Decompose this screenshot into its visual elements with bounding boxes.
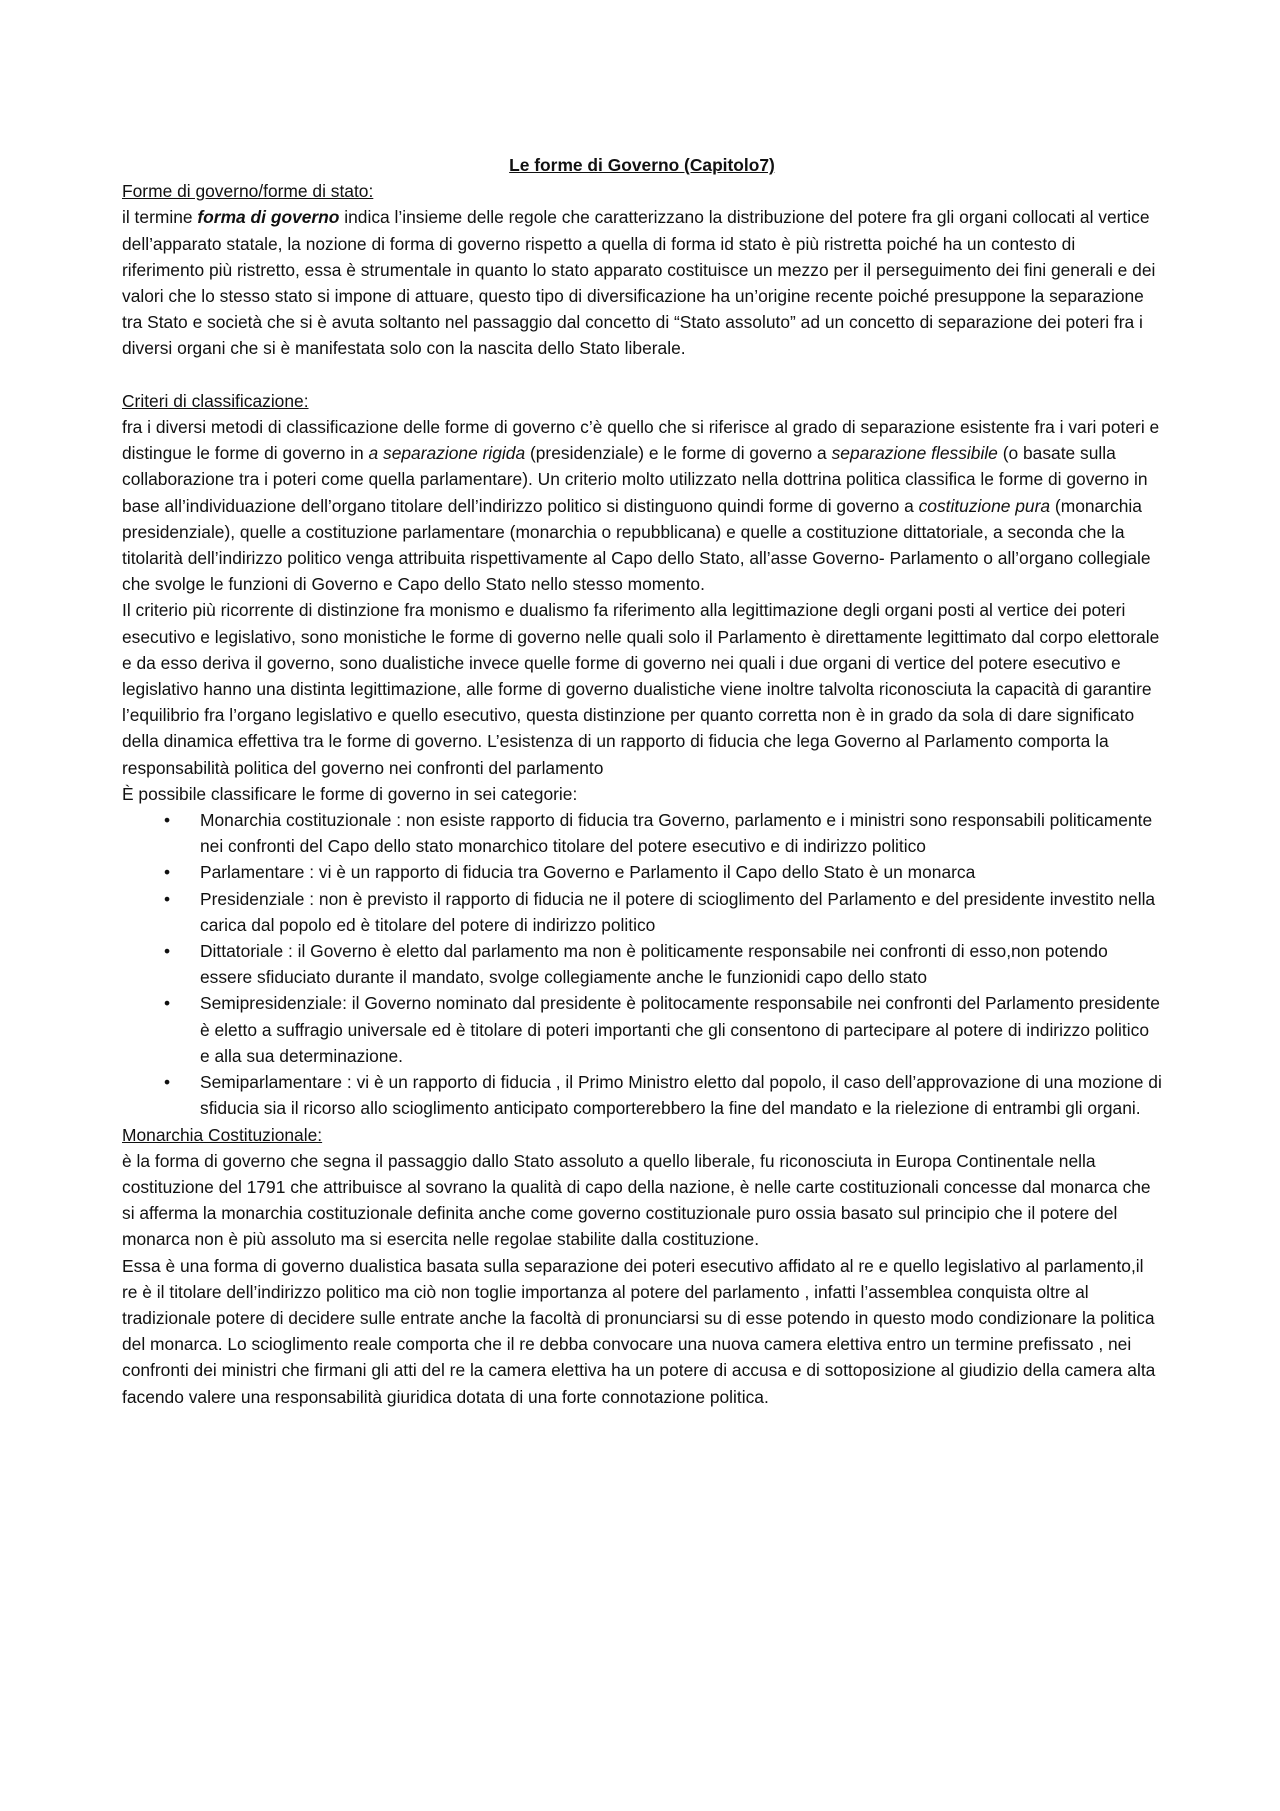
list-item bbox=[122, 886, 1162, 938]
italic-term: a separazione rigida bbox=[368, 443, 526, 464]
paragraph-monarchia-2: Essa è una forma di governo dualistica basata sulla separazione dei poteri esecutivo affidato al re e quello legislativo al parlamento,il re è il titolare dell’indirizzo politico ma ciò non toglie importanza al potere del parlamento , infatti l’assemblea conquista oltre al tradizionale potere di decidere sulle entrate anche la facoltà di pronunciarsi su di esse potendo in questo modo condizionare la politica del monarca. Lo scioglimento reale comporta che il re debba convocare una nuova camera elettiva entro un termine prefissato , nei confronti dei ministri che firmani gli atti del re la camera elettiva ha un potere di accusa e di sottoposizione al giudizio della camera alta facendo valere una responsabilità giuridica dotata di una forte connotazione politica. bbox=[122, 1255, 1156, 1407]
list-item-text: Monarchia costituzionale : non esiste rapporto di fiducia tra Governo, parlamento e i ministri sono responsabili politicamente nei confronti del Capo dello stato monarchico titolare del potere esecutivo e di indirizzo politico bbox=[200, 810, 1153, 857]
bullet-dot: • bbox=[164, 862, 171, 883]
bullet-list-categorie bbox=[122, 807, 1162, 1121]
paragraph-text: fra i diversi metodi di classificazione delle forme di governo c’è quello che si riferisce al grado di separazione esistente fra i vari poteri e distingue le forme di governo in bbox=[122, 417, 1160, 464]
paragraph-text: il termine bbox=[122, 207, 198, 228]
paragraph-monismo-dualismo: Il criterio più ricorrente di distinzione fra monismo e dualismo fa riferimento alla legittimazione degli organi posti al vertice dei poteri esecutivo e legislativo, sono monistiche le forme di governo nelle quali solo il Parlamento è direttamente legittimato dal corpo elettorale e da esso deriva il governo, sono dualistiche invece quelle forme di governo nei quali i due organi di vertice del potere esecutivo e legislativo hanno una distinta legittimazione, alle forme di governo dualistiche viene inoltre talvolta riconosciuta la capacità di garantire l’equilibrio fra l’organo legislativo e quello esecutivo, questa distinzione per quanto corretta non è in grado da sola di dare significato della dinamica effettiva tra le forme di governo. L’esistenza di un rapporto di fiducia che lega Governo al Parlamento comporta la responsabilità politica del governo nei confronti del parlamento bbox=[122, 600, 1160, 778]
list-item-text: Parlamentare : vi è un rapporto di fiducia tra Governo e Parlamento il Capo dello Stato è un monarca bbox=[200, 862, 976, 883]
italic-term: costituzione pura bbox=[918, 495, 1051, 516]
blank-line bbox=[122, 362, 1162, 388]
list-item-text: Dittatoriale : il Governo è eletto dal parlamento ma non è politicamente responsabile nei confronti di esso,non potendo essere sfiduciato durante il mandato, svolge collegiamente anche le funzionidi capo dello stato bbox=[200, 941, 1108, 988]
document-title: Le forme di Governo (Capitolo7) bbox=[509, 155, 775, 175]
paragraph-text: (o basate sulla collaborazione tra i poteri come quella parlamentare). Un criterio molto utilizzato nella dottrina politica classifica le forme di governo in base all’individuazione dell’organo titolare dell’indirizzo politico si distinguono quindi forme di governo a bbox=[122, 443, 1148, 516]
key-term: forma di governo bbox=[197, 207, 340, 228]
list-item bbox=[122, 807, 1162, 859]
section-heading-monarchia: Monarchia Costituzionale: bbox=[122, 1124, 323, 1145]
bullet-dot: • bbox=[164, 888, 171, 909]
paragraph-text: indica l’insieme delle regole che caratterizzano la distribuzione del potere fra gli organi collocati al vertice dell’apparato statale, la nozione di forma di governo rispetto a quella di forma id stato è più ristretta poiché ha un contesto di riferimento più ristretto, essa è strumentale in quanto lo stato apparato costituisce un mezzo per il perseguimento dei fini generali e dei valori che lo stesso stato si impone di attuare, questo tipo di diversificazione ha un’origine recente poiché presuppone la separazione tra Stato e società che si è avuta soltanto nel passaggio dal concetto di “Stato assoluto” ad un concetto di separazione dei poteri fra i diversi organi che si è manifestata solo con la nascita dello Stato liberale. bbox=[122, 207, 1156, 359]
paragraph-text: (monarchia presidenziale), quelle a costituzione parlamentare (monarchia o repubblicana) e quelle a costituzione dittatoriale, a seconda che la titolarità dell’indirizzo politico venga attribuita rispettivamente al Capo dello Stato, all’asse Governo- Parlamento o all’organo collegiale che svolge le funzioni di Governo e Capo dello Stato nello stesso momento. bbox=[122, 495, 1151, 595]
list-item-text: Semipresidenziale: il Governo nominato dal presidente è politocamente responsabile nei confronti del Parlamento presidente è eletto a suffragio universale ed è titolare di poteri importanti che gli consentono di partecipare al potere di indirizzo politico e alla sua determinazione. bbox=[200, 993, 1160, 1066]
section-heading-criteri: Criteri di classificazione: bbox=[122, 390, 309, 411]
paragraph-categorie-intro: È possibile classificare le forme di governo in sei categorie: bbox=[122, 783, 578, 804]
list-item-text: Semiparlamentare : vi è un rapporto di fiducia , il Primo Ministro eletto dal popolo, il caso dell’approvazione di una mozione di sfiducia sia il ricorso allo scioglimento anticipato comporterebbero la fine del mandato e la rielezione di entrambi gli organi. bbox=[200, 1072, 1162, 1119]
paragraph-monarchia-1: è la forma di governo che segna il passaggio dallo Stato assoluto a quello liberale, fu riconosciuta in Europa Continentale nella costituzione del 1791 che attribuisce al sovrano la qualità di capo della nazione, è nelle carte costituzionali concesse dal monarca che si afferma la monarchia costituzionale definita anche come governo costituzionale puro ossia basato sul principio che il potere del monarca non è più assoluto ma si esercita nelle regolae stabilite dalla costituzione. bbox=[122, 1150, 1151, 1250]
list-item-text: Presidenziale : non è previsto il rapporto di fiducia ne il potere di scioglimento del Parlamento e del presidente investito nella carica dal popolo ed è titolare del potere di indirizzo politico bbox=[200, 888, 1156, 935]
list-item bbox=[122, 859, 1162, 885]
list-item bbox=[122, 938, 1162, 990]
bullet-dot: • bbox=[164, 993, 171, 1014]
list-item bbox=[122, 990, 1162, 1069]
paragraph-definition bbox=[122, 204, 1162, 361]
document-page bbox=[122, 152, 1162, 1410]
paragraph-criteria bbox=[122, 414, 1162, 597]
bullet-dot: • bbox=[164, 941, 171, 962]
bullet-dot: • bbox=[164, 810, 171, 831]
section-heading-forme-di-governo: Forme di governo/forme di stato: bbox=[122, 181, 374, 202]
list-item bbox=[122, 1069, 1162, 1121]
italic-term: separazione flessibile bbox=[831, 443, 998, 464]
bullet-dot: • bbox=[164, 1072, 171, 1093]
paragraph-text: (presidenziale) e le forme di governo a bbox=[525, 443, 832, 464]
